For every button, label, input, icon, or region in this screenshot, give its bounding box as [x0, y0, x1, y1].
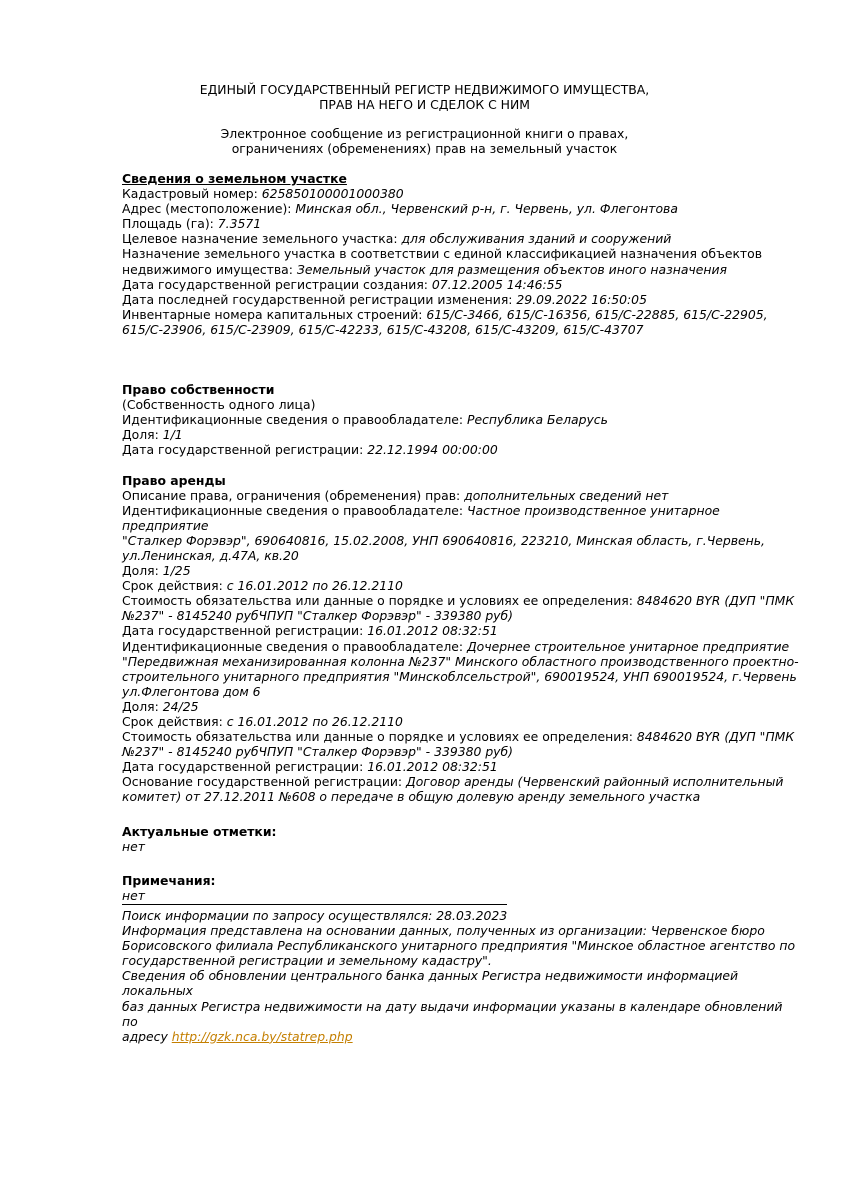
ownership-holder: Идентификационные сведения о правообладателе: Республика Беларусь: [122, 412, 608, 428]
ownership-registration: Дата государственной регистрации: 22.12.1994 00:00:00: [122, 442, 498, 458]
lease-cost-2-cont: №237" - 8145240 рубЧПУП "Сталкер Форэвэр" - 339380 руб): [122, 744, 513, 760]
registry-title: [0, 82, 849, 112]
lease-term-1: Срок действия: с 16.01.2012 по 26.12.2110: [122, 578, 403, 594]
ownership-type: (Собственность одного лица): [122, 397, 316, 413]
lease-term-2: Срок действия: с 16.01.2012 по 26.12.2110: [122, 714, 403, 729]
footer-search-date: Поиск информации по запросу осуществлялся: 28.03.2023: [122, 908, 508, 923]
statrep-link[interactable]: http://gzk.nca.by/statrep.php: [171, 1028, 353, 1044]
footer-source-2: Борисовского филиала Республиканского унитарного предприятия "Минское областное агентство по: [122, 938, 796, 954]
lease-basis-cont: комитет) от 27.12.2011 №608 о передаче в общую долевую аренду земельного участка: [122, 789, 701, 805]
footer-update-1: Сведения об обновлении центрального банка данных Регистра недвижимости информацией локальных: [122, 968, 739, 999]
footer-source-3: государственной регистрации и земельному кадастру".: [122, 953, 492, 969]
notes-title: Примечания:: [122, 872, 216, 888]
registry-title-line1: ЕДИНЫЙ ГОСУДАРСТВЕННЫЙ РЕГИСТР НЕДВИЖИМОГО ИМУЩЕСТВА,: [199, 82, 650, 97]
footer-update-3: адресу http://gzk.nca.by/statrep.php: [122, 1028, 353, 1044]
lease-share-2: Доля: 24/25: [122, 698, 199, 714]
registry-title-line2: ПРАВ НА НЕГО И СДЕЛОК С НИМ: [319, 97, 530, 112]
lease-cost-2: Стоимость обязательства или данные о порядке и условиях ее определения: 8484620 BYR (ДУП "ПМК: [122, 729, 795, 745]
message-subtitle-line2: ограничениях (обременениях) прав на земельный участок: [231, 141, 618, 156]
lease-holder-2-cont: "Передвижная механизированная колонна №237" Минского областного производственного проектно-: [122, 653, 799, 669]
document-body: [122, 171, 802, 903]
ownership-share: Доля: 1/1: [122, 427, 183, 443]
purpose: Целевое назначение земельного участка: для обслуживания зданий и сооружений: [122, 231, 672, 247]
lease-cost-1-cont: №237" - 8145240 рубЧПУП "Сталкер Форэвэр" - 339380 руб): [122, 608, 513, 624]
lease-holder-2-cont2: строительного унитарного предприятия "Минскоблсельстрой", 690019524, УНП 690019524, г.Червень: [122, 668, 797, 684]
lease-holder-1-cont: "Сталкер Форэвэр", 690640816, 15.02.2008, УНП 690640816, 223210, Минская область, г.Червень,: [122, 532, 765, 548]
lease-description: Описание права, ограничения (обременения) прав: дополнительных сведений нет: [122, 487, 669, 503]
lease-registration-2: Дата государственной регистрации: 16.01.2012 08:32:51: [122, 759, 498, 775]
land-section-title: Сведения о земельном участке: [122, 171, 347, 186]
footer-update-2: баз данных Регистра недвижимости на дату выдачи информации указаны в календаре обновлений по: [122, 998, 783, 1029]
notes-value: нет: [122, 887, 145, 903]
registration-changed: Дата последней государственной регистрации изменения: 29.09.2022 16:50:05: [122, 291, 647, 307]
lease-section-title: Право аренды: [122, 472, 226, 488]
footer-divider: [122, 904, 507, 905]
classification-label: Назначение земельного участка в соответствии с единой классификацией назначения объектов: [122, 246, 763, 262]
lease-cost-1: Стоимость обязательства или данные о порядке и условиях ее определения: 8484620 BYR (ДУП "ПМК: [122, 593, 795, 609]
lease-holder-2: Идентификационные сведения о правообладателе: Дочернее строительное унитарное предприятие: [122, 638, 790, 654]
actual-marks-title: Актуальные отметки:: [122, 823, 277, 839]
footer-source-1: Информация представлена на основании данных, полученных из организации: Червенское бюро: [122, 923, 765, 939]
lease-holder-1: Идентификационные сведения о правообладателе: Частное производственное унитарное предприятие: [122, 502, 720, 533]
inventory-numbers-cont: 615/С-23906, 615/С-23909, 615/С-42233, 615/С-43208, 615/С-43209, 615/С-43707: [122, 321, 644, 337]
document-footer: [122, 904, 802, 1044]
classification: недвижимого имущества: Земельный участок для размещения объектов иного назначения: [122, 261, 727, 277]
address: Адрес (местоположение): Минская обл., Червенский р-н, г. Червень, ул. Флегонтова: [122, 201, 678, 217]
lease-share-1: Доля: 1/25: [122, 563, 191, 579]
registration-created: Дата государственной регистрации создания: 07.12.2005 14:46:55: [122, 276, 563, 292]
message-subtitle: [0, 126, 849, 156]
cadastral-number: Кадастровый номер: 625850100001000380: [122, 186, 404, 202]
area: Площадь (га): 7.3571: [122, 216, 262, 232]
ownership-section-title: Право собственности: [122, 382, 275, 398]
actual-marks-value: нет: [122, 838, 145, 854]
lease-holder-1-cont2: ул.Ленинская, д.47А, кв.20: [122, 547, 299, 563]
lease-holder-2-cont3: ул.Флегонтова дом 6: [122, 683, 261, 699]
message-subtitle-line1: Электронное сообщение из регистрационной книги о правах,: [220, 126, 629, 141]
lease-basis: Основание государственной регистрации: Договор аренды (Червенский районный исполнительный: [122, 774, 784, 790]
inventory-numbers: Инвентарные номера капитальных строений: 615/С-3466, 615/С-16356, 615/С-22885, 615/С-22905,: [122, 306, 768, 322]
lease-registration-1: Дата государственной регистрации: 16.01.2012 08:32:51: [122, 623, 498, 639]
